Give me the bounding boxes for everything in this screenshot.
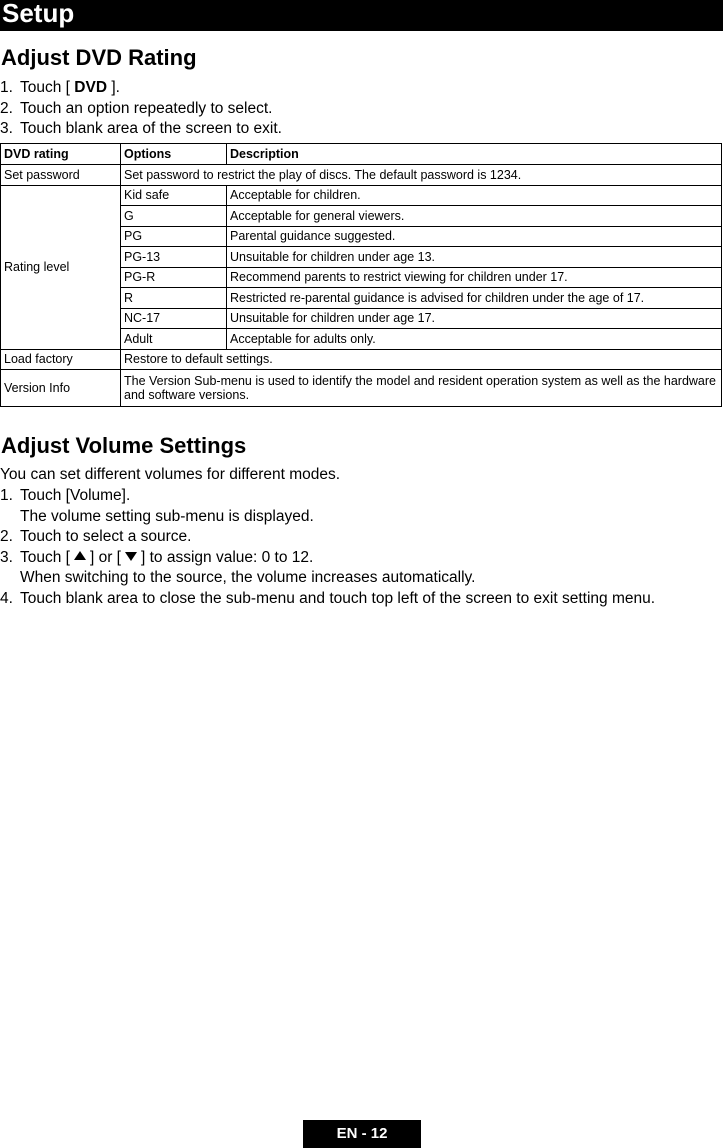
header-description: Description (227, 144, 722, 165)
description-cell: Set password to restrict the play of discs. The default password is 1234. (121, 165, 722, 186)
option-cell: PG-13 (121, 247, 227, 268)
dvd-step-3: 3. Touch blank area of the screen to exit. (0, 120, 282, 137)
rating-cell: Set password (1, 165, 121, 186)
dvd-step-2: 2. Touch an option repeatedly to select. (0, 99, 273, 117)
volume-step-3: 3. Touch [ ] or [ ] to assign value: 0 to 12. (0, 548, 314, 566)
volume-step-1: 1. Touch [Volume]. (0, 487, 131, 504)
description-cell: Restricted re-parental guidance is advised for children under the age of 17. (227, 288, 722, 309)
page-title: Setup (2, 0, 75, 28)
option-cell: PG (121, 226, 227, 247)
description-cell: Unsuitable for children under age 13. (227, 247, 722, 268)
header-dvd-rating: DVD rating (1, 144, 121, 165)
dvd-rating-table (0, 143, 722, 407)
table-row (1, 370, 722, 407)
volume-heading: Adjust Volume Settings (1, 433, 247, 458)
table-row (1, 165, 722, 186)
table-row (1, 185, 722, 206)
description-cell: Acceptable for general viewers. (227, 206, 722, 227)
dvd-rating-heading: Adjust DVD Rating (1, 45, 197, 70)
description-cell: Acceptable for children. (227, 185, 722, 206)
dvd-steps (0, 78, 282, 140)
rating-cell: Rating level (1, 185, 121, 349)
dvd-keyword: DVD (74, 79, 108, 96)
option-cell: Adult (121, 329, 227, 350)
volume-step-4: 4. Touch blank area to close the sub-menu and touch top left of the screen to exit setting menu. (0, 589, 656, 607)
option-cell: NC-17 (121, 308, 227, 329)
page-number-tab: EN - 12 (303, 1120, 421, 1148)
option-cell: PG-R (121, 267, 227, 288)
description-cell: Unsuitable for children under age 17. (227, 308, 722, 329)
description-cell: Acceptable for adults only. (227, 329, 722, 350)
up-arrow-icon (74, 551, 86, 560)
header-bar (0, 0, 723, 31)
volume-intro: You can set different volumes for different modes. (0, 466, 341, 483)
volume-steps (0, 486, 655, 609)
option-cell: R (121, 288, 227, 309)
down-arrow-icon (125, 552, 137, 561)
volume-step-1-note: The volume setting sub-menu is displayed. (20, 507, 314, 525)
option-cell: Kid safe (121, 185, 227, 206)
description-cell: Restore to default settings. (121, 349, 722, 370)
option-cell: G (121, 206, 227, 227)
rating-cell: Version Info (1, 370, 121, 407)
description-cell: The Version Sub-menu is used to identify the model and resident operation system as well as the hardware and software versions. (121, 370, 722, 407)
table-row (1, 349, 722, 370)
rating-cell: Load factory (1, 349, 121, 370)
volume-step-2: 2. Touch to select a source. (0, 528, 192, 545)
volume-step-3-note: When switching to the source, the volume increases automatically. (20, 569, 476, 586)
header-options: Options (121, 144, 227, 165)
description-cell: Parental guidance suggested. (227, 226, 722, 247)
table-header-row (1, 144, 722, 165)
description-cell: Recommend parents to restrict viewing for children under 17. (227, 267, 722, 288)
dvd-step-1: 1. Touch [ DVD ]. (0, 79, 120, 96)
